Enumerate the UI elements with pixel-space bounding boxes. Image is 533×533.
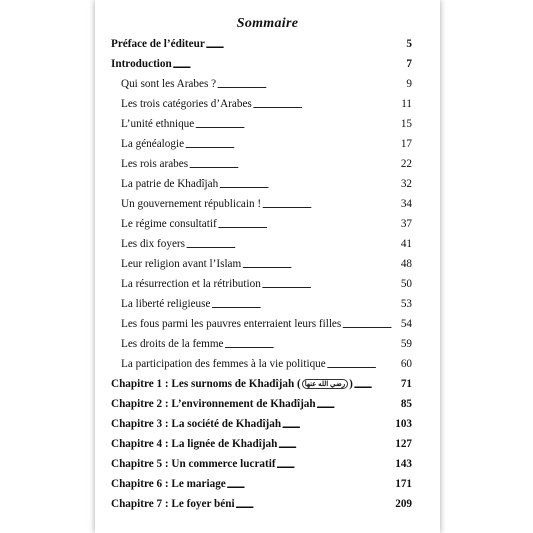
toc-entry-page: 127 [395,438,412,450]
toc-entry [121,238,412,251]
toc-entry-label: Chapitre 3 : La société de Khadîjah [111,418,282,430]
toc-entry [121,118,412,131]
toc-entry [121,198,412,211]
dot-leader [218,222,400,232]
toc-entry [121,138,412,151]
dot-leader [277,461,395,471]
toc-entry-label: Un gouvernement républicain ! [121,198,262,210]
toc-entry-label: La liberté religieuse [121,298,211,310]
toc-entry-label: Chapitre 1 : Les surnoms de Khadîjah ( رضي الله عنها ) [111,378,353,390]
toc-entry-page: 53 [400,298,412,310]
dot-leader [278,441,394,451]
toc-entry [111,418,412,430]
toc-entry-page: 15 [400,118,412,130]
toc-entry-page: 54 [400,318,412,330]
toc-entry-label: Leur religion avant l’Islam [121,258,242,270]
toc-entry-page: 7 [406,58,412,70]
dot-leader [253,102,400,112]
toc-entry-label: Les trois catégories d’Arabes [121,98,252,110]
toc-entry-page: 71 [400,378,412,390]
toc-entry-page: 17 [400,138,412,150]
toc-entry-page: 48 [400,258,412,270]
toc-entry [121,298,412,311]
toc-entry-label: Chapitre 4 : La lignée de Khadîjah [111,438,278,450]
toc-entry [111,38,412,50]
toc-entry-label: Chapitre 7 : Le foyer béni [111,498,235,510]
toc-entry-label: Les fous parmi les pauvres enterraient leurs filles [121,318,342,330]
dot-leader [282,421,394,431]
page-title: Sommaire [236,16,299,31]
toc-entry [121,98,412,111]
dot-leader [262,202,400,212]
toc-entry [121,178,412,191]
book-page [95,0,440,533]
toc-entry-label: Les rois arabes [121,158,189,170]
toc-entry [111,438,412,450]
toc-entry [111,398,412,410]
toc-entry-label: La généalogie [121,138,185,150]
toc-entry-page: 60 [400,358,412,370]
toc-entry-page: 37 [400,218,412,230]
toc-entry-label: Introduction [111,58,172,70]
toc-entry-page: 11 [401,98,412,110]
toc-entry-page: 209 [395,498,412,510]
toc-entry-label: La participation des femmes à la vie politique [121,358,326,370]
toc-entry-label: Les droits de la femme [121,338,224,350]
toc-entry [121,318,412,331]
toc-entry-label: La résurrection et la rétribution [121,278,261,290]
toc-entry-page: 41 [400,238,412,250]
dot-leader [242,262,400,272]
toc-entry-label: Qui sont les Arabes ? [121,78,217,90]
dot-leader [211,302,399,312]
toc-entry-page: 5 [406,38,412,50]
toc-entry [121,218,412,231]
toc-entry-page: 103 [395,418,412,430]
dot-leader [236,501,395,511]
toc-entry-page: 143 [395,458,412,470]
dot-leader [185,142,400,152]
toc-entry-page: 50 [400,278,412,290]
dot-leader [317,401,400,411]
toc-entry-page: 34 [400,198,412,210]
toc-entry [111,58,412,70]
dot-leader [195,122,400,132]
toc-entry-page: 9 [406,78,412,90]
dot-leader [189,162,400,172]
toc-entry-page: 22 [400,158,412,170]
honorific-glyph: رضي الله عنها [302,379,348,389]
dot-leader [342,322,400,332]
toc-entry [111,478,412,490]
toc-entry-page: 59 [400,338,412,350]
toc-entry [111,378,412,390]
dot-leader [262,282,400,292]
toc-entry [121,278,412,291]
dot-leader [219,182,400,192]
toc-entry [121,78,412,91]
dot-leader [206,41,406,51]
dot-leader [354,381,400,391]
toc-entry-label: Chapitre 2 : L’environnement de Khadîjah [111,398,316,410]
toc-entry-label: Les dix foyers [121,238,186,250]
dot-leader [217,82,405,92]
toc-entry [111,498,412,510]
toc-entry [121,158,412,171]
toc-entry [121,258,412,271]
toc-entry-label: L’unité ethnique [121,118,195,130]
toc-entry-label: Chapitre 5 : Un commerce lucratif [111,458,276,470]
toc-entry-page: 85 [400,398,412,410]
dot-leader [225,342,400,352]
toc-entry-label: Le régime consultatif [121,218,217,230]
toc-entry [111,458,412,470]
dot-leader [227,481,394,491]
toc-entry [121,358,412,371]
dot-leader [173,61,406,71]
toc-entry-page: 32 [400,178,412,190]
toc-entry-label: La patrie de Khadîjah [121,178,219,190]
dot-leader [327,362,400,372]
toc-entry-page: 171 [395,478,412,490]
toc-entry-label: Chapitre 6 : Le mariage [111,478,226,490]
toc-entry [121,338,412,351]
toc-entry-label: Préface de l’éditeur [111,38,205,50]
dot-leader [186,242,400,252]
